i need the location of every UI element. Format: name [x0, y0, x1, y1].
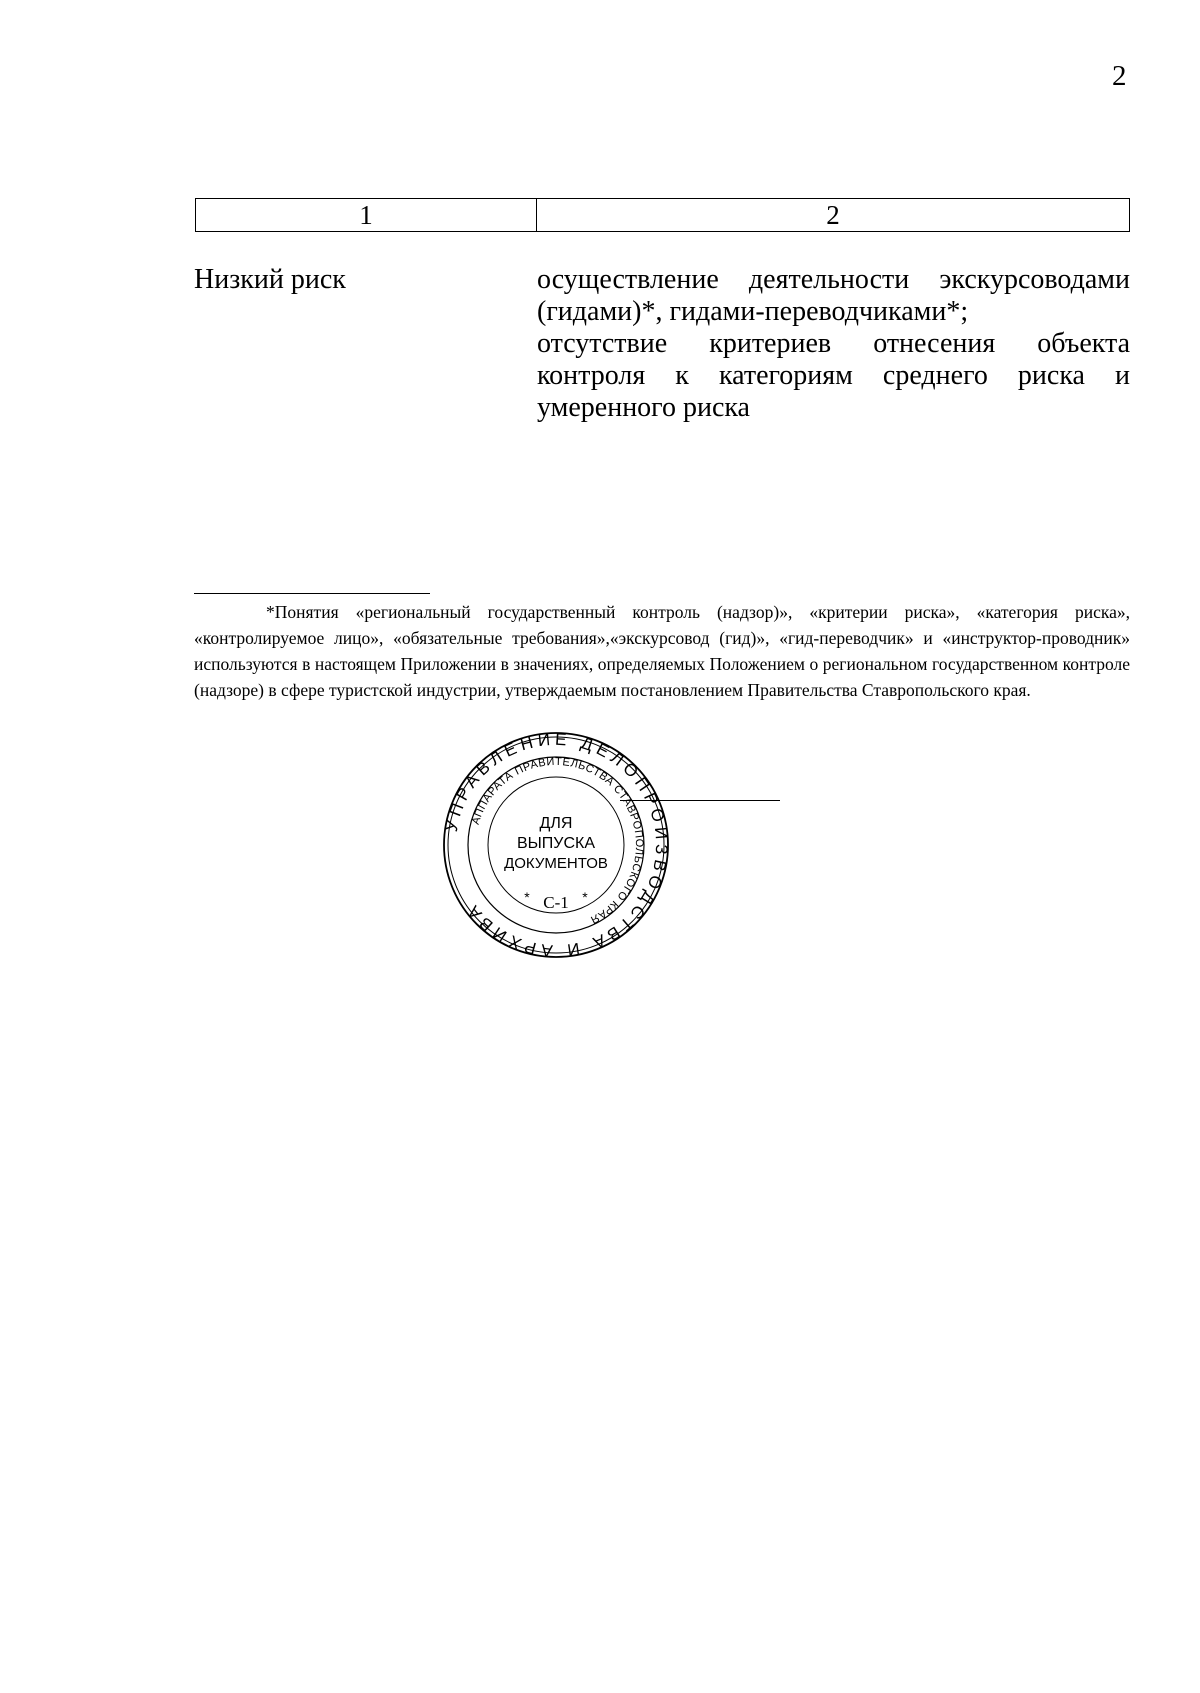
criteria-line-1: осуществление деятельности экскурсоводами (гидами)*, гидами-переводчиками*;	[537, 264, 1130, 327]
table-header-row	[195, 198, 1130, 232]
stamp-outer-ring-text: УПРАВЛЕНИЕ ДЕЛОПРОИЗВОДСТВА И АРХИВА	[441, 730, 671, 960]
stamp-line-3: ДОКУМЕНТОВ	[504, 855, 608, 872]
stamp-line-2: ВЫПУСКА	[516, 835, 596, 852]
table-header-col-1: 1	[196, 199, 537, 231]
page-number: 2	[1112, 60, 1127, 92]
footnote-separator	[194, 593, 430, 594]
risk-category-cell: Низкий риск	[194, 264, 346, 295]
stamp-line-1: ДЛЯ	[539, 815, 573, 832]
table-header-col-2: 2	[826, 199, 840, 230]
criteria-line-2: отсутствие критериев отнесения объекта контроля к категориям среднего риска и умеренного риска	[537, 328, 1130, 423]
signature-line	[620, 800, 780, 801]
stamp-star-left: *	[524, 889, 530, 905]
official-stamp	[441, 730, 671, 960]
stamp-inner-ring-text: АППАРАТА ПРАВИТЕЛЬСТВА СТАВРОПОЛЬСКОГО КРАЯ	[469, 755, 646, 926]
footnote-text: *Понятия «региональный государственный контроль (надзор)», «критерии риска», «категория риска», «контролируемое лицо», «обязательные требования»,«экскурсовод (гид)», «гид-переводчик» и «инструктор-проводник» используются в настоящем Приложении в значениях, определяемых Положением о региональном государственном контроле (надзоре) в сфере туристской индустрии, утверждаемым постановлением Правительства Ставропольского края.	[194, 602, 1130, 700]
criteria-cell	[537, 264, 1130, 424]
stamp-code: С-1	[543, 893, 569, 912]
stamp-star-right: *	[582, 889, 588, 905]
